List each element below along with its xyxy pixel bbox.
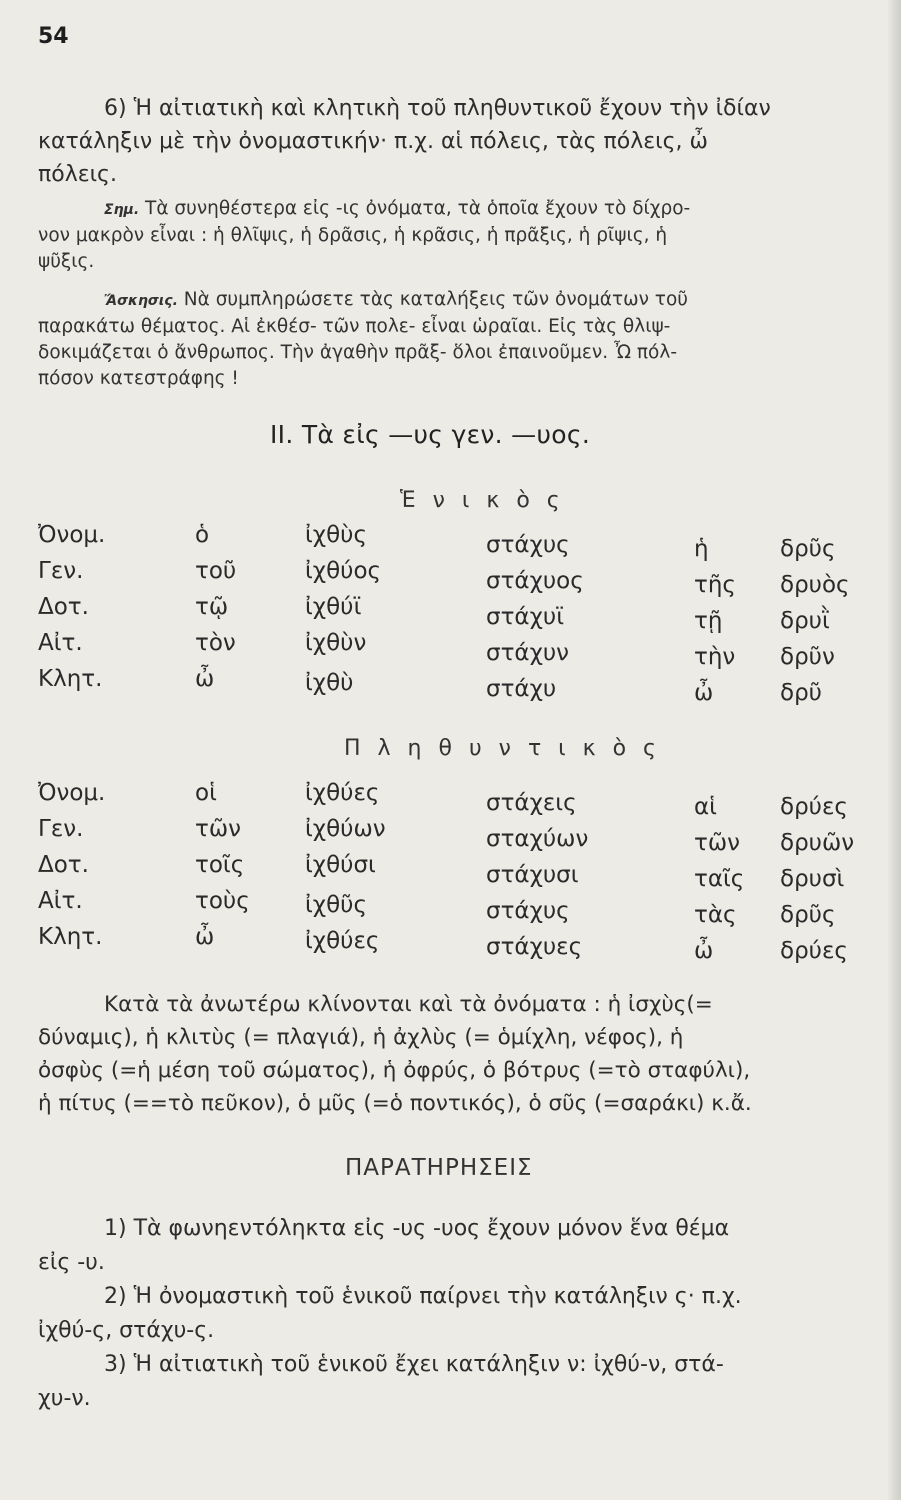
noun-drys: δρύες: [780, 938, 848, 964]
table-row: [0, 780, 901, 820]
observation-2-line: 2) Ἡ ὀνομαστικὴ τοῦ ἑνικοῦ παίρνει τὴν κατάληξιν ς· π.χ.: [104, 1284, 742, 1309]
declined-like-line: ὀσφὺς (=ἡ μέση τοῦ σώματος), ἡ ὀφρύς, ὁ βότρυς (=τὸ σταφύλι),: [38, 1058, 751, 1083]
exercise-line: παρακάτω θέματος. Αἱ ἐκθέσ- τῶν πολε- εἶναι ὡραῖαι. Εἰς τὰς θλιψ-: [38, 316, 671, 337]
case-label: Γεν.: [38, 558, 84, 584]
article-feminine: ὦ: [694, 938, 714, 964]
table-row: [0, 522, 901, 562]
rule-6-line: πόλεις.: [38, 162, 117, 187]
exercise-line: δοκιμάζεται ὁ ἄνθρωπος. Τὴν ἀγαθὴν πρᾶξ- ὅλοι ἐπαινοῦμεν. Ὦ πόλ-: [38, 342, 677, 363]
noun-stachys: στάχυος: [486, 568, 584, 594]
exercise-line: πόσον κατεστράφης !: [38, 368, 239, 389]
article: τῷ: [195, 594, 229, 620]
rule-6-line: κατάληξιν μὲ τὴν ὀνομαστικήν· π.χ. αἱ πόλεις, τὰς πόλεις, ὦ: [38, 129, 708, 154]
page-number: 54: [38, 24, 69, 49]
noun-ichthys: ἰχθὺ: [305, 670, 354, 696]
noun-ichthys: ἰχθύων: [305, 816, 386, 842]
article-feminine: ἡ: [694, 536, 709, 562]
article: τοῖς: [195, 852, 245, 878]
noun-ichthys: ἰχθύος: [305, 558, 382, 584]
table-row: [0, 888, 901, 928]
noun-stachys: στάχυς: [486, 898, 570, 924]
article: ὦ: [195, 924, 215, 950]
observation-1-line: εἰς -υ.: [38, 1250, 105, 1275]
noun-ichthys: ἰχθύϊ: [305, 594, 362, 620]
rule-6-paragraph: [38, 92, 876, 191]
noun-ichthys: ἰχθὺς: [305, 522, 367, 548]
noun-ichthys: ἰχθῦς: [305, 892, 367, 918]
table-row: [0, 666, 901, 706]
article: οἱ: [195, 780, 217, 806]
article-feminine: τὴν: [694, 644, 736, 670]
plural-title: Π λ η θ υ ν τ ι κ ὸ ς: [344, 736, 661, 761]
noun-stachys: στάχυϊ: [486, 604, 564, 630]
noun-ichthys: ἰχθύες: [305, 928, 380, 954]
observation-1-line: 1) Τὰ φωνηεντόληκτα εἰς -υς -υος ἔχουν μόνον ἕνα θέμα: [104, 1216, 730, 1241]
article-feminine: τῆς: [694, 572, 736, 598]
noun-drys: δρῦν: [780, 644, 835, 670]
case-label: Ὀνομ.: [38, 522, 106, 548]
noun-drys: δρυῒ: [780, 608, 830, 634]
declined-like-line: Κατὰ τὰ ἀνωτέρω κλίνονται καὶ τὰ ὀνόματα : ἡ ἰσχὺς(=: [104, 992, 713, 1017]
table-row: [0, 852, 901, 892]
noun-ichthys: ἰχθύες: [305, 780, 380, 806]
declined-like-paragraph: [38, 988, 876, 1120]
observations-list: [38, 1212, 876, 1416]
case-label: Ὀνομ.: [38, 780, 106, 806]
noun-stachys: στάχυς: [486, 532, 570, 558]
article-feminine: ὦ: [694, 680, 714, 706]
article: τῶν: [195, 816, 241, 842]
note-abbreviation: Σημ.: [104, 202, 140, 218]
article: ὁ: [195, 522, 210, 548]
table-row: [0, 558, 901, 598]
case-label: Γεν.: [38, 816, 84, 842]
case-label: Αἰτ.: [38, 888, 83, 914]
exercise-line: Νὰ συμπληρώσετε τὰς καταλήξεις τῶν ὀνομάτων τοῦ: [183, 289, 688, 310]
article-feminine: ταῖς: [694, 866, 745, 892]
noun-drys: δρυσὶ: [780, 866, 845, 892]
exercise-abbreviation: Ἄσκησις.: [104, 293, 178, 309]
section-heading: II. Τὰ εἰς —υς γεν. —υος.: [270, 420, 591, 449]
observations-heading: ΠΑΡΑΤΗΡΗΣΕΙΣ: [345, 1155, 533, 1181]
noun-drys: δρῦς: [780, 536, 836, 562]
exercise-paragraph: [38, 287, 876, 392]
observation-3-line: χυ-ν.: [38, 1386, 91, 1411]
table-row: [0, 924, 901, 964]
declined-like-line: ἡ πίτυς (==τὸ πεῦκον), ὁ μῦς (=ὁ ποντικός), ὁ σῦς (=σαράκι) κ.ἄ.: [38, 1091, 752, 1116]
article: τοὺς: [195, 888, 250, 914]
table-row: [0, 816, 901, 856]
observation-2-line: ἰχθύ-ς, στάχυ-ς.: [38, 1318, 215, 1343]
noun-stachys: στάχυ: [486, 676, 557, 702]
article-feminine: τῇ: [694, 608, 723, 634]
table-row: [0, 594, 901, 634]
note-line: ψῦξις.: [38, 251, 95, 272]
article-feminine: τῶν: [694, 830, 740, 856]
article: τὸν: [195, 630, 236, 656]
article-feminine: αἱ: [694, 794, 717, 820]
noun-stachys: σταχύων: [486, 826, 589, 852]
table-row: [0, 630, 901, 670]
noun-ichthys: ἰχθύσι: [305, 852, 376, 878]
case-label: Κλητ.: [38, 924, 103, 950]
note-line: Τὰ συνηθέστερα εἰς -ις ὀνόματα, τὰ ὁποῖα ἔχουν τὸ δίχρο-: [145, 198, 691, 219]
article: ὦ: [195, 666, 215, 692]
article-feminine: τὰς: [694, 902, 737, 928]
case-label: Δοτ.: [38, 852, 89, 878]
singular-title: Ἑ ν ι κ ὸ ς: [400, 488, 565, 513]
noun-stachys: στάχυσι: [486, 862, 579, 888]
observation-3-line: 3) Ἡ αἰτιατικὴ τοῦ ἑνικοῦ ἔχει κατάληξιν ν: ἰχθύ-ν, στά-: [104, 1352, 724, 1377]
noun-ichthys: ἰχθὺν: [305, 630, 367, 656]
case-label: Αἰτ.: [38, 630, 83, 656]
case-label: Κλητ.: [38, 666, 103, 692]
noun-stachys: στάχυν: [486, 640, 570, 666]
noun-stachys: στάχυες: [486, 934, 583, 960]
noun-drys: δρυῶν: [780, 830, 855, 856]
noun-drys: δρῦς: [780, 902, 836, 928]
declined-like-line: δύναμις), ἡ κλιτὺς (= πλαγιά), ἡ ἀχλὺς (= ὁμίχλη, νέφος), ἡ: [38, 1025, 684, 1050]
article: τοῦ: [195, 558, 237, 584]
case-label: Δοτ.: [38, 594, 89, 620]
note-paragraph: [38, 196, 876, 275]
rule-6-line: 6) Ἡ αἰτιατικὴ καὶ κλητικὴ τοῦ πληθυντικοῦ ἔχουν τὴν ἰδίαν: [104, 96, 771, 121]
noun-drys: δρύες: [780, 794, 848, 820]
noun-drys: δρῦ: [780, 680, 822, 706]
note-line: νον μακρὸν εἶναι : ἡ θλῖψις, ἡ δρᾶσις, ἡ κρᾶσις, ἡ πρᾶξις, ἡ ρῖψις, ἡ: [38, 225, 668, 246]
page-edge-shadow: [887, 0, 901, 1500]
noun-drys: δρυὸς: [780, 572, 850, 598]
noun-stachys: στάχεις: [486, 790, 577, 816]
